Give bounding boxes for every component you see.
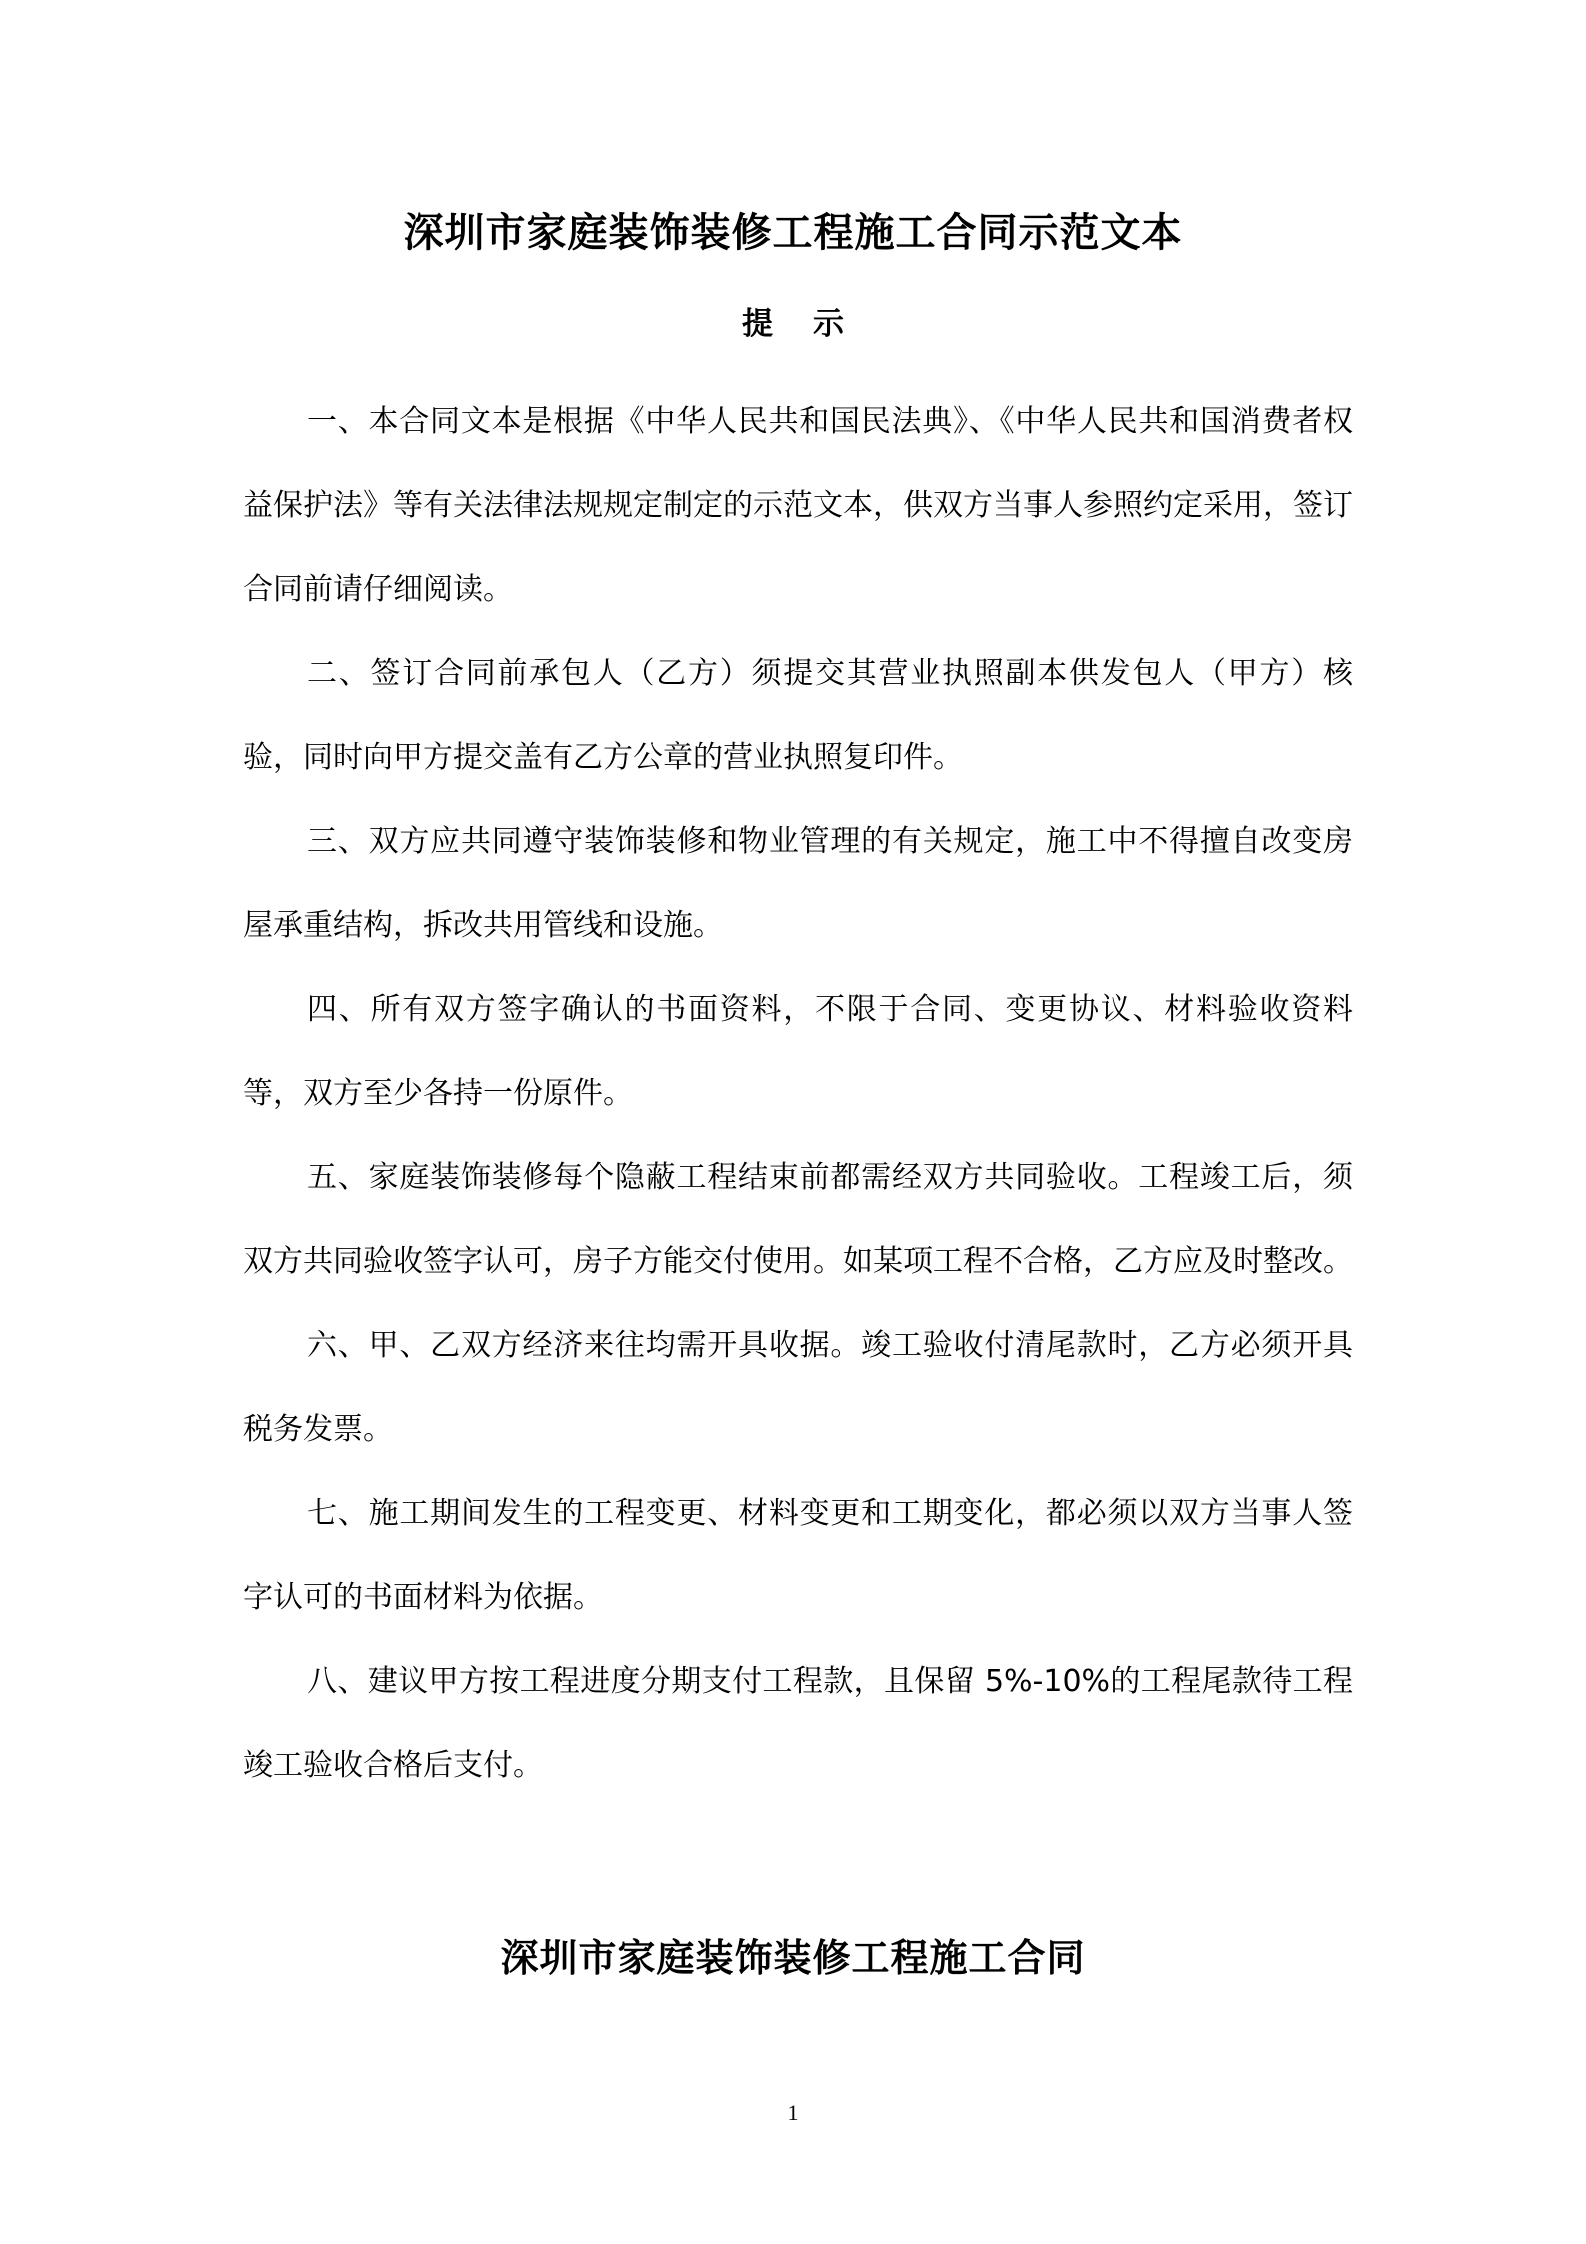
hint-heading: 提示 [742, 306, 884, 342]
hint-paragraph-6: 六、甲、乙双方经济来往均需开具收据。竣工验收付清尾款时，乙方必须开具税务发票。 [243, 1328, 1353, 1447]
hint-paragraph-1: 一、本合同文本是根据《中华人民共和国民法典》、《中华人民共和国消费者权益保护法》等有关法律法规规定制定的示范文本，供双方当事人参照约定采用，签订合同前请仔细阅读。 [243, 404, 1353, 607]
hint-paragraph-2: 二、签订合同前承包人（乙方）须提交其营业执照副本供发包人（甲方）核验，同时向甲方提交盖有乙方公章的营业执照复印件。 [243, 656, 1353, 775]
hint-paragraph-7: 七、施工期间发生的工程变更、材料变更和工期变化，都必须以双方当事人签字认可的书面材料为依据。 [243, 1496, 1353, 1615]
hint-paragraph-8: 八、建议甲方按工程进度分期支付工程款，且保留 5%-10%的工程尾款待工程竣工验收合格后支付。 [243, 1664, 1353, 1783]
page-number: 1 [787, 2100, 799, 2125]
hint-paragraph-4: 四、所有双方签字确认的书面资料，不限于合同、变更协议、材料验收资料等，双方至少各持一份原件。 [243, 992, 1353, 1111]
hint-body [243, 380, 1353, 1808]
contract-title: 深圳市家庭装饰装修工程施工合同 [500, 1936, 1086, 1980]
document-title: 深圳市家庭装饰装修工程施工合同示范文本 [403, 210, 1183, 256]
hint-paragraph-5: 五、家庭装饰装修每个隐蔽工程结束前都需经双方共同验收。工程竣工后，须双方共同验收签字认可，房子方能交付使用。如某项工程不合格，乙方应及时整改。 [243, 1160, 1353, 1279]
hint-paragraph-3: 三、双方应共同遵守装饰装修和物业管理的有关规定，施工中不得擅自改变房屋承重结构，拆改共用管线和设施。 [243, 824, 1353, 943]
